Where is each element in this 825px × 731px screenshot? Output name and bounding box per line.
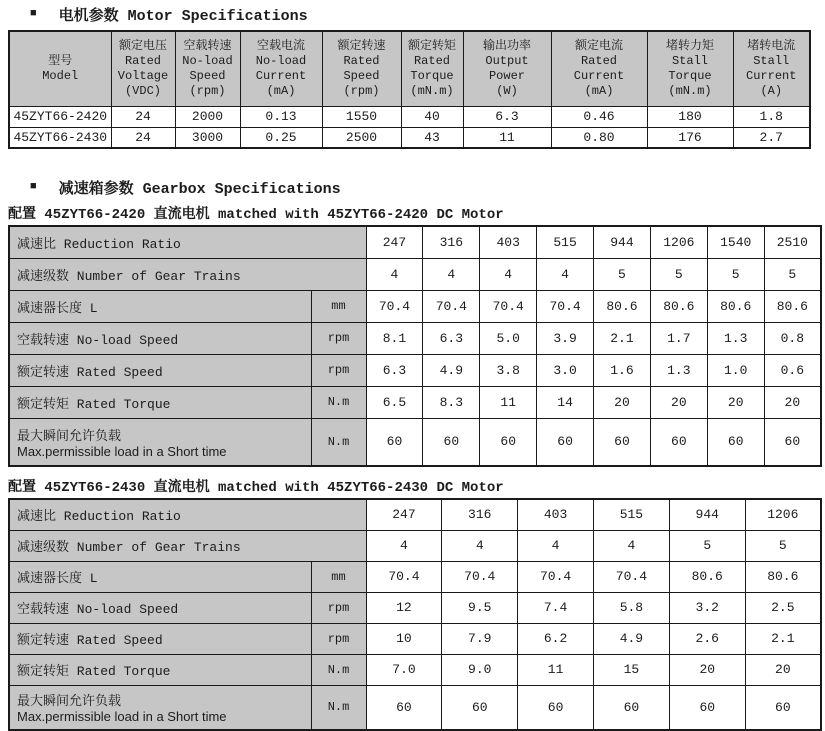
gearbox-spec-table-2430 <box>8 498 822 731</box>
value-cell: 6.3 <box>463 106 551 127</box>
value-cell: 11 <box>463 127 551 148</box>
header-line: 堵转力矩 <box>665 38 714 53</box>
square-bullet-icon: ■ <box>30 180 37 193</box>
header-line: Rated <box>124 53 161 68</box>
value-cell: 10 <box>366 623 442 654</box>
gearbox-table-row <box>9 354 821 386</box>
value-cell: 4 <box>594 530 670 561</box>
value-cell: 4 <box>366 530 442 561</box>
value-cell: 20 <box>669 654 745 685</box>
value-cell: 7.0 <box>366 654 442 685</box>
value-cell: 70.4 <box>442 561 518 592</box>
header-line: (mA) <box>266 83 296 98</box>
row-label-text: 额定转速 Rated Speed <box>17 633 163 648</box>
value-cell: 5 <box>745 530 821 561</box>
header-line: (rpm) <box>343 83 380 98</box>
header-line: 额定电流 <box>574 38 623 53</box>
header-line: No-load <box>255 53 307 68</box>
header-line: 型号 <box>48 53 73 68</box>
motor-section-title-text: 电机参数 Motor Specifications <box>58 7 308 25</box>
value-cell: 1.8 <box>733 106 810 127</box>
value-cell: 7.4 <box>518 592 594 623</box>
value-cell: 4.9 <box>423 354 480 386</box>
header-cell <box>9 31 111 106</box>
header-line: 额定电压 <box>118 38 167 53</box>
gearbox-subtitle-2420: 配置 45ZYT66-2420 直流电机 matched with 45ZYT66-2420 DC Motor <box>8 207 504 223</box>
row-label <box>9 685 311 730</box>
value-cell: 4 <box>480 258 537 290</box>
value-cell: 80.6 <box>707 290 764 322</box>
row-label-text: 减速比 Reduction Ratio <box>17 509 181 525</box>
unit-cell: rpm <box>311 354 366 386</box>
value-cell: 1.0 <box>707 354 764 386</box>
value-cell: 80.6 <box>650 290 707 322</box>
header-cell <box>175 31 240 106</box>
header-line: No-load <box>182 53 233 68</box>
header-line: 输出功率 <box>482 38 531 53</box>
row-label-text: 减速比 Reduction Ratio <box>17 236 181 252</box>
value-cell: 20 <box>707 386 764 418</box>
value-cell: 9.5 <box>442 592 518 623</box>
value-cell: 1.7 <box>650 322 707 354</box>
header-line: (mN.m) <box>410 83 454 98</box>
value-cell: 43 <box>401 127 463 148</box>
value-cell: 60 <box>764 418 821 466</box>
value-cell: 1540 <box>707 226 764 258</box>
value-cell: 1550 <box>322 106 401 127</box>
motor-section-title <box>30 4 817 24</box>
gearbox-table-row <box>9 322 821 354</box>
row-label <box>9 561 311 592</box>
header-cell <box>111 31 175 106</box>
gearbox-subtitle-2430: 配置 45ZYT66-2430 直流电机 matched with 45ZYT66-2430 DC Motor <box>8 480 504 496</box>
value-cell: 5 <box>764 258 821 290</box>
value-cell: 70.4 <box>537 290 594 322</box>
gearbox-table-row <box>9 685 821 730</box>
header-line: Rated <box>343 53 380 68</box>
unit-cell: N.m <box>311 685 366 730</box>
row-label <box>9 386 311 418</box>
value-cell: 4 <box>423 258 480 290</box>
value-cell: 5.0 <box>480 322 537 354</box>
row-label <box>9 530 366 561</box>
model-cell: 45ZYT66-2430 <box>9 127 111 148</box>
gearbox-table-row <box>9 530 821 561</box>
header-line: 空载转速 <box>183 38 232 53</box>
value-cell: 20 <box>650 386 707 418</box>
motor-spec-table <box>8 30 811 149</box>
header-line: Speed <box>343 68 380 83</box>
value-cell: 60 <box>745 685 821 730</box>
value-cell: 60 <box>669 685 745 730</box>
value-cell: 6.3 <box>366 354 423 386</box>
gearbox-table-row <box>9 258 821 290</box>
value-cell: 80.6 <box>669 561 745 592</box>
unit-cell: rpm <box>311 592 366 623</box>
value-cell: 944 <box>594 226 651 258</box>
unit-cell: rpm <box>311 623 366 654</box>
row-label <box>9 322 311 354</box>
value-cell: 80.6 <box>745 561 821 592</box>
row-label <box>9 290 311 322</box>
header-cell <box>401 31 463 106</box>
value-cell: 60 <box>518 685 594 730</box>
value-cell: 3.2 <box>669 592 745 623</box>
value-cell: 80.6 <box>594 290 651 322</box>
header-line: Current <box>255 68 307 83</box>
gearbox-spec-table-2420 <box>8 225 822 467</box>
unit-cell: N.m <box>311 418 366 466</box>
row-label <box>9 418 311 466</box>
header-line: Current <box>573 68 625 83</box>
value-cell: 0.13 <box>240 106 322 127</box>
row-label <box>9 592 311 623</box>
value-cell: 24 <box>111 106 175 127</box>
unit-cell: N.m <box>311 654 366 685</box>
value-cell: 70.4 <box>366 290 423 322</box>
header-line: 额定转速 <box>337 38 386 53</box>
value-cell: 60 <box>650 418 707 466</box>
value-cell: 515 <box>594 499 670 530</box>
row-label-text: 额定转矩 Rated Torque <box>17 396 171 412</box>
gearbox-table-row <box>9 290 821 322</box>
value-cell: 180 <box>647 106 733 127</box>
value-cell: 176 <box>647 127 733 148</box>
row-label-text: 减速级数 Number of Gear Trains <box>17 268 241 284</box>
row-label-text: 空载转速 No-load Speed <box>17 332 179 348</box>
header-line: Rated <box>413 53 450 68</box>
value-cell: 5 <box>707 258 764 290</box>
value-cell: 2.1 <box>745 623 821 654</box>
value-cell: 60 <box>366 418 423 466</box>
motor-table-row <box>9 127 810 148</box>
gearbox-section-title-text: 减速箱参数 Gearbox Specifications <box>58 180 341 198</box>
header-line: (mN.m) <box>668 83 712 98</box>
row-label-text: 减速器长度 L <box>17 300 98 316</box>
value-cell: 24 <box>111 127 175 148</box>
unit-cell: rpm <box>311 322 366 354</box>
motor-table-row <box>9 106 810 127</box>
row-label-text: 减速级数 Number of Gear Trains <box>17 540 241 555</box>
value-cell: 247 <box>366 499 442 530</box>
value-cell: 60 <box>594 685 670 730</box>
value-cell: 60 <box>594 418 651 466</box>
header-line: Output <box>485 53 529 68</box>
header-line: Speed <box>189 68 226 83</box>
value-cell: 6.2 <box>518 623 594 654</box>
row-label-text: 最大瞬间允许负载 <box>17 694 122 710</box>
unit-cell: mm <box>311 561 366 592</box>
header-line: Current <box>746 68 797 83</box>
value-cell: 2.6 <box>669 623 745 654</box>
header-line: Model <box>42 68 79 83</box>
value-cell: 80.6 <box>764 290 821 322</box>
header-line: 堵转电流 <box>747 38 796 53</box>
value-cell: 70.4 <box>366 561 442 592</box>
value-cell: 60 <box>442 685 518 730</box>
row-label-text: 最大瞬间允许负载 <box>17 428 122 444</box>
value-cell: 0.25 <box>240 127 322 148</box>
header-line: (VDC) <box>124 83 161 98</box>
value-cell: 9.0 <box>442 654 518 685</box>
value-cell: 4 <box>442 530 518 561</box>
value-cell: 20 <box>594 386 651 418</box>
value-cell: 2.1 <box>594 322 651 354</box>
value-cell: 14 <box>537 386 594 418</box>
value-cell: 15 <box>594 654 670 685</box>
gearbox-section-title <box>30 177 817 197</box>
row-label <box>9 499 366 530</box>
gearbox-table-row <box>9 499 821 530</box>
header-cell <box>733 31 810 106</box>
header-cell <box>240 31 322 106</box>
value-cell: 1.6 <box>594 354 651 386</box>
value-cell: 6.5 <box>366 386 423 418</box>
value-cell: 2.5 <box>745 592 821 623</box>
row-label <box>9 226 366 258</box>
header-line: 额定转矩 <box>407 38 456 53</box>
value-cell: 6.3 <box>423 322 480 354</box>
header-line: (W) <box>496 83 518 98</box>
value-cell: 11 <box>518 654 594 685</box>
value-cell: 70.4 <box>594 561 670 592</box>
value-cell: 8.3 <box>423 386 480 418</box>
row-label-text-en: Max.permissible load in a Short time <box>17 443 227 459</box>
value-cell: 60 <box>537 418 594 466</box>
value-cell: 60 <box>480 418 537 466</box>
value-cell: 20 <box>764 386 821 418</box>
gearbox-table-row <box>9 418 821 466</box>
value-cell: 5 <box>669 530 745 561</box>
value-cell: 0.46 <box>551 106 647 127</box>
value-cell: 11 <box>480 386 537 418</box>
square-bullet-icon: ■ <box>30 7 37 20</box>
header-line: (A) <box>760 83 783 98</box>
header-line: 空载电流 <box>256 38 305 53</box>
value-cell: 70.4 <box>480 290 537 322</box>
value-cell: 3.9 <box>537 322 594 354</box>
header-line: (rpm) <box>189 83 226 98</box>
value-cell: 403 <box>480 226 537 258</box>
header-line: Torque <box>410 68 454 83</box>
gearbox-table-row <box>9 623 821 654</box>
value-cell: 0.6 <box>764 354 821 386</box>
value-cell: 4 <box>366 258 423 290</box>
value-cell: 515 <box>537 226 594 258</box>
header-line: Rated <box>580 53 617 68</box>
unit-cell: mm <box>311 290 366 322</box>
model-cell: 45ZYT66-2420 <box>9 106 111 127</box>
value-cell: 3000 <box>175 127 240 148</box>
gearbox-table-row <box>9 226 821 258</box>
value-cell: 316 <box>423 226 480 258</box>
value-cell: 0.8 <box>764 322 821 354</box>
value-cell: 2.7 <box>733 127 810 148</box>
motor-table-header-row <box>9 31 810 106</box>
value-cell: 0.80 <box>551 127 647 148</box>
row-label-text: 额定转速 Rated Speed <box>17 364 163 380</box>
value-cell: 403 <box>518 499 594 530</box>
value-cell: 70.4 <box>518 561 594 592</box>
header-line: Torque <box>668 68 712 83</box>
value-cell: 3.0 <box>537 354 594 386</box>
value-cell: 4 <box>537 258 594 290</box>
value-cell: 1206 <box>745 499 821 530</box>
value-cell: 944 <box>669 499 745 530</box>
gearbox-table-row <box>9 386 821 418</box>
value-cell: 247 <box>366 226 423 258</box>
value-cell: 12 <box>366 592 442 623</box>
unit-cell: N.m <box>311 386 366 418</box>
value-cell: 2510 <box>764 226 821 258</box>
row-label-text: 空载转速 No-load Speed <box>17 602 179 617</box>
value-cell: 7.9 <box>442 623 518 654</box>
row-label <box>9 258 366 290</box>
value-cell: 5.8 <box>594 592 670 623</box>
value-cell: 1.3 <box>707 322 764 354</box>
value-cell: 5 <box>594 258 651 290</box>
header-cell <box>647 31 733 106</box>
header-line: Power <box>488 68 525 83</box>
gearbox-table-row <box>9 654 821 685</box>
row-label <box>9 354 311 386</box>
header-cell <box>463 31 551 106</box>
value-cell: 4 <box>518 530 594 561</box>
value-cell: 1.3 <box>650 354 707 386</box>
header-cell <box>551 31 647 106</box>
value-cell: 60 <box>707 418 764 466</box>
value-cell: 20 <box>745 654 821 685</box>
value-cell: 5 <box>650 258 707 290</box>
header-line: Stall <box>753 53 790 68</box>
value-cell: 2500 <box>322 127 401 148</box>
value-cell: 1206 <box>650 226 707 258</box>
header-line: (mA) <box>584 83 614 98</box>
value-cell: 60 <box>366 685 442 730</box>
header-cell <box>322 31 401 106</box>
value-cell: 8.1 <box>366 322 423 354</box>
gearbox-table-row <box>9 592 821 623</box>
value-cell: 2000 <box>175 106 240 127</box>
header-line: Stall <box>671 53 708 68</box>
row-label-text: 减速器长度 L <box>17 571 98 586</box>
row-label <box>9 623 311 654</box>
value-cell: 3.8 <box>480 354 537 386</box>
row-label-text-en: Max.permissible load in a Short time <box>17 709 227 725</box>
value-cell: 60 <box>423 418 480 466</box>
header-line: Voltage <box>117 68 169 83</box>
value-cell: 70.4 <box>423 290 480 322</box>
row-label-text: 额定转矩 Rated Torque <box>17 664 171 679</box>
value-cell: 316 <box>442 499 518 530</box>
value-cell: 4.9 <box>594 623 670 654</box>
row-label <box>9 654 311 685</box>
value-cell: 40 <box>401 106 463 127</box>
gearbox-table-row <box>9 561 821 592</box>
